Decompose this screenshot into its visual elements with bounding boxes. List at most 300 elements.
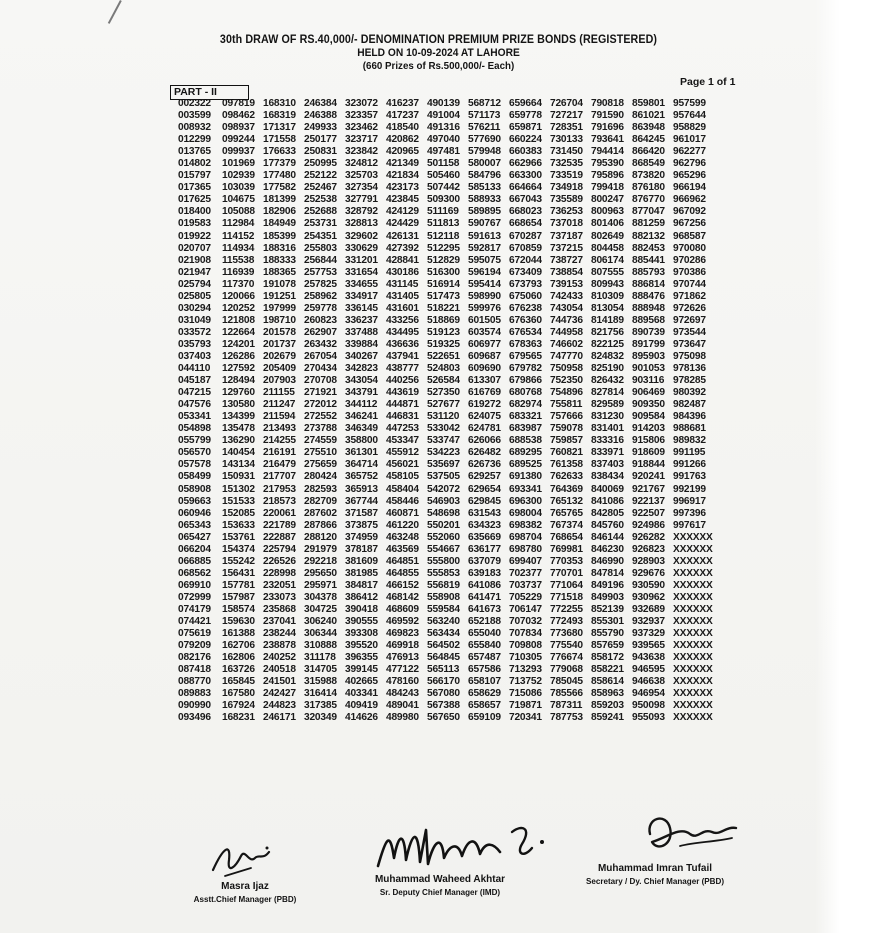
bond-number-cell: 066885 <box>178 555 211 567</box>
bond-number-cell: 463248 <box>386 531 419 543</box>
bond-number-cell: 275510 <box>304 447 337 459</box>
bond-number-cell: 323717 <box>345 134 378 146</box>
bond-number-cell: 826432 <box>591 375 624 387</box>
table-row <box>178 267 714 279</box>
bond-number-cell: 946954 <box>632 688 665 700</box>
bond-number-cell: 958829 <box>673 122 706 134</box>
bond-number-cell: 881259 <box>632 218 665 230</box>
bond-number-cell: 776674 <box>550 652 583 664</box>
bond-number-cell: 257753 <box>304 266 337 278</box>
bond-number-cell: 698004 <box>509 507 542 519</box>
bond-number-cell: 527350 <box>427 387 460 399</box>
bond-number-cell: 253731 <box>304 218 337 230</box>
bond-number-cell: 609687 <box>468 350 501 362</box>
bond-number-cell: 670859 <box>509 242 542 254</box>
table-row <box>178 423 714 435</box>
bond-number-cell: 420862 <box>386 134 419 146</box>
bond-number-cell: 631543 <box>468 507 501 519</box>
bond-number-cell: XXXXXX <box>673 664 713 676</box>
signatory-3-designation: Secretary / Dy. Chief Manager (PBD) <box>585 876 725 886</box>
bond-number-cell: 246388 <box>304 110 337 122</box>
bond-number-cell: 762633 <box>550 471 583 483</box>
bond-number-cell: 287602 <box>304 507 337 519</box>
bond-number-cell: 047215 <box>178 387 211 399</box>
bond-number-cell: 329602 <box>345 230 378 242</box>
bond-number-cell: 970386 <box>673 266 706 278</box>
bond-number-cell: 534223 <box>427 447 460 459</box>
bond-number-cell: 055799 <box>178 435 211 447</box>
bond-number-cell: 099937 <box>222 146 255 158</box>
bond-number-cell: 771064 <box>550 579 583 591</box>
bond-number-cell: 328792 <box>345 206 378 218</box>
bond-number-cell: 157987 <box>222 591 255 603</box>
bond-number-cell: 421349 <box>386 158 419 170</box>
bond-number-cell: 726704 <box>550 98 583 109</box>
bond-number-cell: 469918 <box>386 640 419 652</box>
table-row <box>178 496 714 508</box>
bond-number-cell: 868549 <box>632 158 665 170</box>
bond-number-cell: 314705 <box>304 664 337 676</box>
bond-number-cell: 072999 <box>178 591 211 603</box>
bond-number-cell: 082176 <box>178 652 211 664</box>
bond-number-cell: 568712 <box>468 98 501 109</box>
bond-number-cell: 424429 <box>386 218 419 230</box>
bond-number-cell: 447253 <box>386 423 419 435</box>
bond-number-cell: 127592 <box>222 363 255 375</box>
bond-number-cell: 765132 <box>550 495 583 507</box>
bond-number-cell: 490139 <box>427 98 460 109</box>
bond-number-cell: 563240 <box>427 616 460 628</box>
bond-number-cell: 517473 <box>427 290 460 302</box>
bond-number-cell: 972697 <box>673 314 706 326</box>
bond-number-cell: 003599 <box>178 110 211 122</box>
signature-scrawl-1 <box>205 838 275 880</box>
bond-number-cell: 764369 <box>550 483 583 495</box>
bond-number-cell: 588933 <box>468 194 501 206</box>
bond-number-cell: 629845 <box>468 495 501 507</box>
bond-number-cell: 659871 <box>509 122 542 134</box>
bond-number-cell: 162806 <box>222 652 255 664</box>
bond-number-cell: 991266 <box>673 459 706 471</box>
bond-number-cell: 670287 <box>509 230 542 242</box>
bond-number-cell: 074179 <box>178 603 211 615</box>
draw-held-line: HELD ON 10-09-2024 AT LAHORE <box>357 47 520 59</box>
bond-number-cell: 116939 <box>222 266 255 278</box>
bond-number-cell: 330629 <box>345 242 378 254</box>
bond-number-cell: 120066 <box>222 290 255 302</box>
table-row <box>178 122 714 134</box>
bond-number-cell: XXXXXX <box>673 531 713 543</box>
bond-number-cell: 489980 <box>386 712 419 724</box>
bond-number-cell: 037403 <box>178 350 211 362</box>
bond-number-cell: 161388 <box>222 628 255 640</box>
bond-number-cell: 497040 <box>427 134 460 146</box>
bond-number-cell: 598990 <box>468 290 501 302</box>
bond-number-cell: 246171 <box>263 712 296 724</box>
table-row <box>178 351 714 363</box>
bond-number-cell: 440256 <box>386 375 419 387</box>
bond-number-cell: 047576 <box>178 399 211 411</box>
bond-number-cell: 220061 <box>263 507 296 519</box>
bond-number-cell: 882453 <box>632 242 665 254</box>
bond-number-cell: 282709 <box>304 495 337 507</box>
bond-number-cell: 882132 <box>632 230 665 242</box>
bond-number-cell: 737215 <box>550 242 583 254</box>
signatory-2 <box>345 873 535 897</box>
bond-number-cell: 791696 <box>591 122 624 134</box>
bond-number-cell: 683321 <box>509 411 542 423</box>
bond-number-cell: 922507 <box>632 507 665 519</box>
bond-number-cell: 906469 <box>632 387 665 399</box>
bond-number-cell: 012299 <box>178 134 211 146</box>
bond-number-cell: 845760 <box>591 519 624 531</box>
table-row <box>178 471 714 483</box>
bond-number-cell: 002322 <box>178 98 211 109</box>
bond-number-cell: 689525 <box>509 459 542 471</box>
table-row <box>178 170 714 182</box>
bond-number-cell: 320349 <box>304 712 337 724</box>
bond-number-cell: 706147 <box>509 603 542 615</box>
bond-number-cell: 863948 <box>632 122 665 134</box>
bond-number-cell: 343791 <box>345 387 378 399</box>
bond-number-cell: 188365 <box>263 266 296 278</box>
bond-number-cell: 824832 <box>591 350 624 362</box>
table-row <box>178 484 714 496</box>
bond-number-cell: 876770 <box>632 194 665 206</box>
bond-number-cell: 216479 <box>263 459 296 471</box>
bond-number-cell: 968587 <box>673 230 706 242</box>
bond-number-cell: 165845 <box>222 676 255 688</box>
bond-number-cell: 346241 <box>345 411 378 423</box>
bond-number-cell: 921767 <box>632 483 665 495</box>
bond-number-cell: 590767 <box>468 218 501 230</box>
bond-number-cell: 271921 <box>304 387 337 399</box>
bond-number-cell: 374959 <box>345 531 378 543</box>
bond-number-cell: 154374 <box>222 543 255 555</box>
bond-number-cell: 849903 <box>591 591 624 603</box>
bond-number-cell: 555853 <box>427 567 460 579</box>
bond-number-cell: 327354 <box>345 182 378 194</box>
bond-number-cell: 770701 <box>550 567 583 579</box>
bond-number-cell: 136290 <box>222 435 255 447</box>
bond-number-cell: 619272 <box>468 399 501 411</box>
bond-number-cell: 105088 <box>222 206 255 218</box>
bond-number-cell: 696300 <box>509 495 542 507</box>
bond-number-cell: 367744 <box>345 495 378 507</box>
bond-number-cell: 996917 <box>673 495 706 507</box>
bond-number-cell: 015797 <box>178 170 211 182</box>
bond-number-cell: 833971 <box>591 447 624 459</box>
bond-number-cell: 056570 <box>178 447 211 459</box>
bond-number-cell: 550201 <box>427 519 460 531</box>
bond-number-cell: XXXXXX <box>673 640 713 652</box>
bond-number-cell: 426131 <box>386 230 419 242</box>
bond-number-cell: 188316 <box>263 242 296 254</box>
bond-number-cell: 128494 <box>222 375 255 387</box>
bond-number-cell: 478160 <box>386 676 419 688</box>
bond-number-cell: 799418 <box>591 182 624 194</box>
bond-number-cell: 901053 <box>632 363 665 375</box>
bond-number-cell: 667043 <box>509 194 542 206</box>
bond-number-cell: 733519 <box>550 170 583 182</box>
bond-number-cell: 599976 <box>468 302 501 314</box>
bond-number-cell: 177379 <box>263 158 296 170</box>
bond-number-cell: 760821 <box>550 447 583 459</box>
bond-number-cell: 466152 <box>386 579 419 591</box>
bond-number-cell: 074421 <box>178 616 211 628</box>
bond-number-cell: 903116 <box>632 375 665 387</box>
bond-number-cell: 098937 <box>222 122 255 134</box>
bond-number-cell: 918609 <box>632 447 665 459</box>
bond-number-cell: 754896 <box>550 387 583 399</box>
bond-number-cell: 770353 <box>550 555 583 567</box>
bond-number-cell: 676534 <box>509 326 542 338</box>
page-number: Page 1 of 1 <box>680 76 736 88</box>
bond-number-cell: 431145 <box>386 278 419 290</box>
bond-number-cell: 861021 <box>632 110 665 122</box>
bond-number-cell: 390418 <box>345 603 378 615</box>
bond-number-cell: 035793 <box>178 338 211 350</box>
bond-number-cell: 939565 <box>632 640 665 652</box>
bond-number-cell: 609690 <box>468 363 501 375</box>
bond-number-cell: 177480 <box>263 170 296 182</box>
bond-number-cell: 336145 <box>345 302 378 314</box>
bond-number-cell: XXXXXX <box>673 579 713 591</box>
bond-number-cell: 246384 <box>304 98 337 109</box>
bond-number-cell: 972626 <box>673 302 706 314</box>
bond-number-cell: 678363 <box>509 338 542 350</box>
bond-number-cell: 866420 <box>632 146 665 158</box>
bond-number-cell: 918844 <box>632 459 665 471</box>
bond-number-cell: 702377 <box>509 567 542 579</box>
bond-number-cell: 101969 <box>222 158 255 170</box>
bond-number-cell: 791590 <box>591 110 624 122</box>
bond-number-cell: 613307 <box>468 375 501 387</box>
bond-number-cell: 682974 <box>509 399 542 411</box>
bond-number-cell: 859801 <box>632 98 665 109</box>
bond-number-cell: 306240 <box>304 616 337 628</box>
bond-number-cell: 358800 <box>345 435 378 447</box>
bond-number-cell: 698780 <box>509 543 542 555</box>
bond-number-cell: 660383 <box>509 146 542 158</box>
bond-number-cell: 331654 <box>345 266 378 278</box>
bond-number-cell: 222887 <box>263 531 296 543</box>
bond-number-cell: 626736 <box>468 459 501 471</box>
bond-number-cell: 831401 <box>591 423 624 435</box>
bond-number-cell: 256844 <box>304 254 337 266</box>
bond-number-cell: 698382 <box>509 519 542 531</box>
bond-number-cell: 197999 <box>263 302 296 314</box>
bond-number-cell: 168310 <box>263 98 296 109</box>
bond-number-cell: 444871 <box>386 399 419 411</box>
bond-number-cell: 272012 <box>304 399 337 411</box>
bond-number-cell: 806174 <box>591 254 624 266</box>
bond-number-cell: 163726 <box>222 664 255 676</box>
bond-number-cell: 453347 <box>386 435 419 447</box>
bond-number-cell: 675060 <box>509 290 542 302</box>
bond-number-cell: 214255 <box>263 435 296 447</box>
bond-number-cell: 814189 <box>591 314 624 326</box>
bond-number-cell: 381985 <box>345 567 378 579</box>
bond-number-cell: 468142 <box>386 591 419 603</box>
bond-number-cell: 738854 <box>550 266 583 278</box>
table-row <box>178 279 714 291</box>
bond-number-cell: 044110 <box>178 363 211 375</box>
bond-number-cell: 252538 <box>304 194 337 206</box>
bond-number-cell: 089883 <box>178 688 211 700</box>
bond-number-cell: 728351 <box>550 122 583 134</box>
table-row <box>178 387 714 399</box>
bond-number-cell: 311178 <box>304 652 336 664</box>
bond-number-cell: 516300 <box>427 266 460 278</box>
bond-number-cell: 579948 <box>468 146 501 158</box>
bond-number-cell: 603574 <box>468 326 501 338</box>
bond-number-cell: 735589 <box>550 194 583 206</box>
bond-number-cell: 428841 <box>386 254 419 266</box>
bond-number-cell: 150931 <box>222 471 255 483</box>
signatory-3 <box>570 862 740 886</box>
bond-number-cell: 571173 <box>468 110 501 122</box>
bond-number-cell: 957599 <box>673 98 706 109</box>
bond-number-cell: 216191 <box>263 447 296 459</box>
bond-number-cell: 563434 <box>427 628 460 640</box>
bond-number-cell: 658657 <box>468 700 501 712</box>
bond-number-cell: 737018 <box>550 218 583 230</box>
table-row <box>178 399 714 411</box>
bond-number-cell: 888948 <box>632 302 665 314</box>
bond-number-cell: 895903 <box>632 350 665 362</box>
table-row <box>178 700 714 712</box>
bond-number-cell: 205409 <box>263 363 296 375</box>
bond-number-cell: 489041 <box>386 700 419 712</box>
bond-number-cell: 971862 <box>673 290 706 302</box>
bond-number-cell: 997617 <box>673 519 706 531</box>
table-row <box>178 640 714 652</box>
bond-number-cell: 676360 <box>509 314 542 326</box>
bond-number-cell: 970744 <box>673 278 706 290</box>
signatory-1-designation: Asstt.Chief Manager (PBD) <box>193 894 297 904</box>
bond-number-cell: 417237 <box>386 110 419 122</box>
bond-number-cell: 635669 <box>468 531 501 543</box>
bond-number-cell: 334655 <box>345 278 378 290</box>
table-row <box>178 508 714 520</box>
bond-number-cell: 566170 <box>427 676 460 688</box>
bond-number-cell: 497481 <box>427 146 460 158</box>
bond-number-cell: 992199 <box>673 483 706 495</box>
bond-number-cell: 244823 <box>263 700 296 712</box>
bond-number-cell: 548698 <box>427 507 460 519</box>
bond-number-cell: 181399 <box>263 194 296 206</box>
bond-number-cell: 565113 <box>427 664 460 676</box>
bond-number-cell: 730133 <box>550 134 583 146</box>
bond-number-cell: 218573 <box>263 495 296 507</box>
bond-number-cell: 564845 <box>427 652 460 664</box>
bond-number-cell: 267054 <box>304 350 337 362</box>
table-row <box>178 375 714 387</box>
bond-number-cell: 596194 <box>468 266 501 278</box>
table-row <box>178 255 714 267</box>
bond-number-cell: 546903 <box>427 495 460 507</box>
bond-number-cell: 386412 <box>345 591 378 603</box>
bond-number-cell: 859241 <box>591 712 624 724</box>
bond-number-cell: 252122 <box>304 170 337 182</box>
bond-number-cell: 580007 <box>468 158 501 170</box>
table-row <box>178 327 714 339</box>
signatory-1-name: Masra Ijaz <box>221 880 269 892</box>
bond-number-cell: 554667 <box>427 543 460 555</box>
table-row <box>178 520 714 532</box>
bond-number-cell: 233073 <box>263 591 296 603</box>
bond-number-cell: 416237 <box>386 98 419 109</box>
bond-number-cell: 727217 <box>550 110 583 122</box>
bond-number-cell: XXXXXX <box>673 676 713 688</box>
bond-number-cell: 950098 <box>632 700 665 712</box>
bond-number-table <box>178 98 714 724</box>
bond-number-cell: 768654 <box>550 531 583 543</box>
table-row <box>178 231 714 243</box>
bond-number-cell: 211247 <box>263 399 296 411</box>
draw-title: 30th DRAW OF RS.40,000/- DENOMINATION PREMIUM PRIZE BONDS (REGISTERED) <box>219 34 658 46</box>
table-row <box>178 459 714 471</box>
bond-number-cell: 567080 <box>427 688 460 700</box>
bond-number-cell: 978285 <box>673 375 706 387</box>
bond-number-cell: XXXXXX <box>673 543 713 555</box>
bond-number-cell: 967092 <box>673 206 706 218</box>
bond-number-cell: 159630 <box>222 616 255 628</box>
bond-number-cell: 659778 <box>509 110 542 122</box>
table-row <box>178 243 714 255</box>
bond-number-cell: 537505 <box>427 471 460 483</box>
bond-number-cell: XXXXXX <box>673 712 713 724</box>
bond-number-cell: 241501 <box>263 676 296 688</box>
bond-number-cell: 507442 <box>427 182 460 194</box>
bond-number-cell: 858172 <box>591 652 624 664</box>
bond-number-cell: 390555 <box>345 616 378 628</box>
bond-number-cell: 295971 <box>304 579 337 591</box>
bond-number-cell: 468609 <box>386 603 419 615</box>
bond-number-cell: 771518 <box>550 591 583 603</box>
bond-number-cell: 519325 <box>427 338 460 350</box>
bond-number-cell: 849196 <box>591 579 624 591</box>
bond-number-cell: 663300 <box>509 170 542 182</box>
bond-number-cell: 683987 <box>509 423 542 435</box>
bond-number-cell: 463569 <box>386 543 419 555</box>
bond-number-cell: 436636 <box>386 338 419 350</box>
bond-number-cell: 512295 <box>427 242 460 254</box>
bond-number-cell: 929676 <box>632 567 665 579</box>
bond-number-cell: 637079 <box>468 555 501 567</box>
bond-number-cell: 558908 <box>427 591 460 603</box>
bond-number-cell: 679866 <box>509 375 542 387</box>
bond-number-cell: 533747 <box>427 435 460 447</box>
bond-number-cell: 461220 <box>386 519 419 531</box>
table-row <box>178 556 714 568</box>
bond-number-cell: 509300 <box>427 194 460 206</box>
bond-number-cell: 980392 <box>673 387 706 399</box>
bond-number-cell: 158574 <box>222 603 255 615</box>
bond-number-cell: 171558 <box>263 134 296 146</box>
bond-number-cell: 891799 <box>632 338 665 350</box>
bond-number-cell: 765765 <box>550 507 583 519</box>
bond-number-cell: 909584 <box>632 411 665 423</box>
bond-number-cell: 634323 <box>468 519 501 531</box>
bond-number-cell: 025805 <box>178 290 211 302</box>
bond-number-cell: 794414 <box>591 146 624 158</box>
bond-number-cell: 662966 <box>509 158 542 170</box>
bond-number-cell: 592817 <box>468 242 501 254</box>
table-row <box>178 146 714 158</box>
bond-number-cell: 291979 <box>304 543 337 555</box>
